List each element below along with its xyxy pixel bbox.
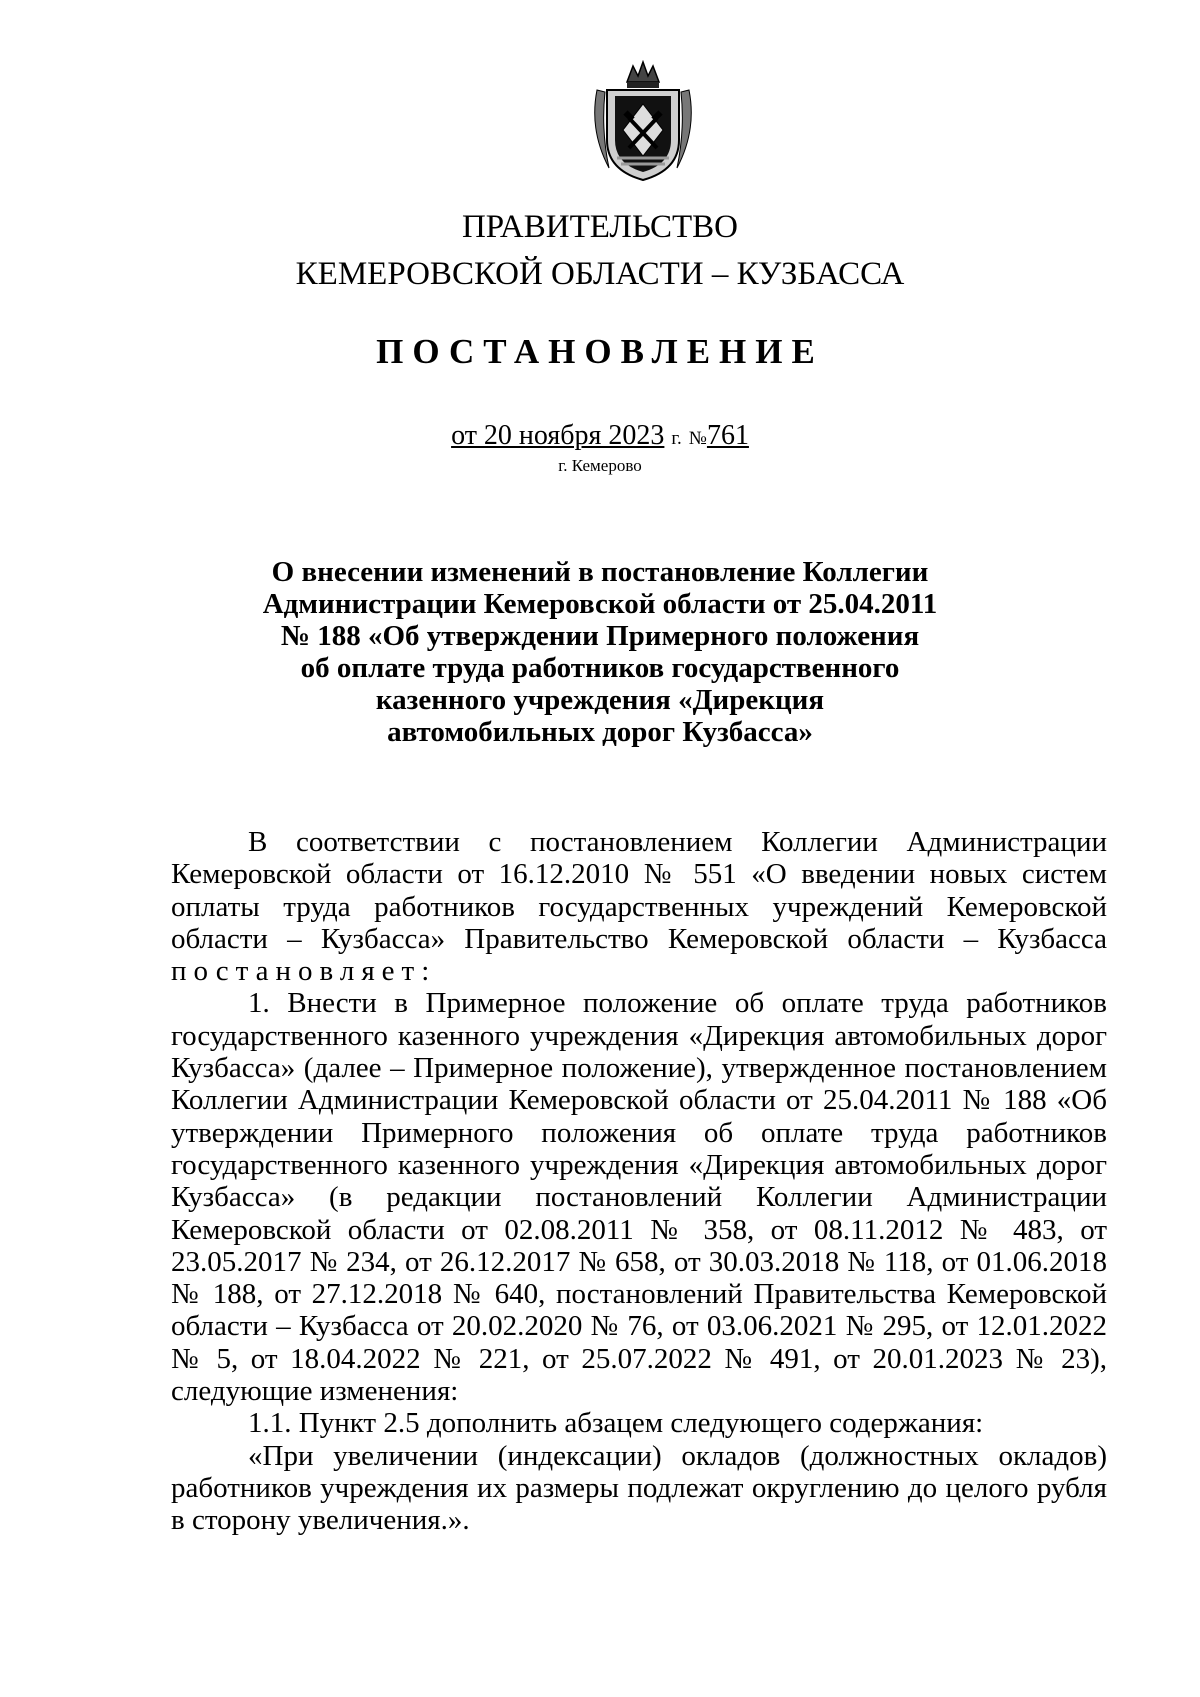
document-body (171, 826, 1107, 1537)
org-name-line2: КЕМЕРОВСКОЙ ОБЛАСТИ – КУЗБАССА (295, 256, 905, 292)
subject-line: № 188 «Об утверждении Примерного положения (280, 620, 920, 652)
document-number: 761 (706, 420, 749, 451)
document-city: г. Кемерово (558, 456, 642, 475)
preamble-paragraph: В соответствии с постановлением Коллегии Администрации Кемеровской области от 16.12.2010 № 551 «О введении новых систем оплаты труда работников государственных учреждений Кемеровской области – Кузбасса» Правительство Кемеровской области – Кузбасса (171, 826, 1107, 955)
number-sign: № (688, 428, 707, 449)
document-type: ПОСТАНОВЛЕНИЕ (376, 332, 824, 371)
subject-line: О внесении изменений в постановление Коллегии (271, 556, 929, 588)
subject-line: об оплате труда работников государственного (300, 652, 900, 684)
subject-title (0, 556, 1200, 748)
subject-line: Администрации Кемеровской области от 25.04.2011 (262, 588, 938, 620)
resolves-word: постановляет: (171, 955, 437, 988)
item-1-1-paragraph: 1.1. Пункт 2.5 дополнить абзацем следующего содержания: (248, 1407, 984, 1440)
date-number-line (0, 420, 1200, 452)
coat-of-arms-icon (587, 60, 699, 184)
subject-line: казенного учреждения «Дирекция (375, 684, 825, 716)
subject-line: автомобильных дорог Кузбасса» (387, 716, 813, 748)
document-date: от 20 ноября 2023 (451, 420, 665, 451)
year-suffix: г. (671, 428, 682, 449)
item-1-paragraph: 1. Внести в Примерное положение об оплате труда работников государственного казенного учреждения «Дирекция автомобильных дорог Кузбасса» (далее – Примерное положение), утвержденное постановлением Коллегии Администрации Кемеровской области от 25.04.2011 № 188 «Об утверждении Примерного положения об оплате труда работников государственного казенного учреждения «Дирекция автомобильных дорог Кузбасса» (в редакции постановлений Коллегии Администрации Кемеровской области от 02.08.2011 № 358, от 08.11.2012 № 483, от 23.05.2017 № 234, от 26.12.2017 № 658, от 30.03.2018 № 118, от 01.06.2018 № 188, от 27.12.2018 № 640, постановлений Правительства Кемеровской области – Кузбасса от 20.02.2020 № 76, от 03.06.2021 № 295, от 12.01.2022 № 5, от 18.04.2022 № 221, от 25.07.2022 № 491, от 20.01.2023 № 23), следующие изменения: (171, 987, 1107, 1408)
quote-paragraph: «При увеличении (индексации) окладов (должностных окладов) работников учреждения их размеры подлежат округлению до целого рубля в сторону увеличения.». (171, 1439, 1107, 1537)
org-name-line1: ПРАВИТЕЛЬСТВО (461, 209, 739, 245)
